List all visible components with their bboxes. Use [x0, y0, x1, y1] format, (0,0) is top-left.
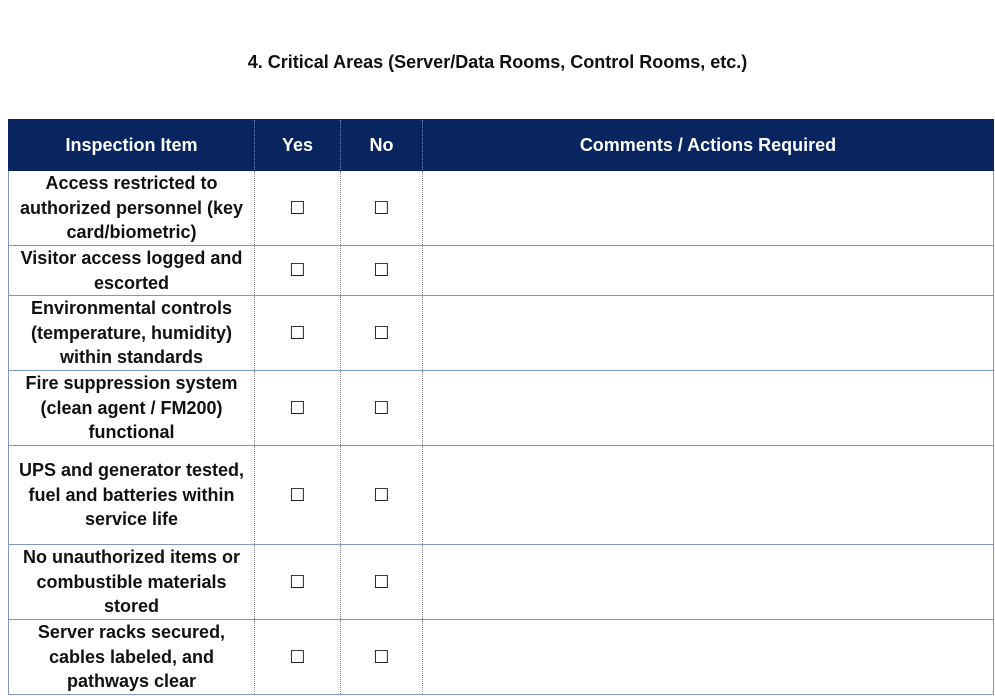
no-checkbox[interactable]: ☐: [373, 197, 390, 219]
comments-cell[interactable]: [423, 620, 994, 695]
comments-cell[interactable]: [423, 246, 994, 296]
table-header-row: [9, 120, 994, 171]
yes-checkbox[interactable]: ☐: [289, 571, 306, 593]
no-cell: [341, 371, 423, 446]
yes-checkbox[interactable]: ☐: [289, 646, 306, 668]
no-checkbox[interactable]: ☐: [373, 322, 390, 344]
table-row: [9, 171, 994, 246]
table-row: [9, 296, 994, 371]
comments-cell[interactable]: [423, 446, 994, 545]
yes-cell: [255, 446, 341, 545]
comments-cell[interactable]: [423, 371, 994, 446]
comments-cell[interactable]: [423, 171, 994, 246]
yes-cell: [255, 371, 341, 446]
yes-checkbox[interactable]: ☐: [289, 484, 306, 506]
inspection-item-label: Visitor access logged and escorted: [9, 246, 255, 296]
table-row: [9, 246, 994, 296]
no-cell: [341, 296, 423, 371]
header-comments: Comments / Actions Required: [423, 120, 994, 171]
no-cell: [341, 246, 423, 296]
inspection-item-label: Fire suppression system (clean agent / FM200) functional: [9, 371, 255, 446]
inspection-item-label: Environmental controls (temperature, humidity) within standards: [9, 296, 255, 371]
table-row: [9, 446, 994, 545]
no-cell: [341, 620, 423, 695]
no-checkbox[interactable]: ☐: [373, 397, 390, 419]
no-cell: [341, 171, 423, 246]
no-checkbox[interactable]: ☐: [373, 646, 390, 668]
section-title: 4. Critical Areas (Server/Data Rooms, Control Rooms, etc.): [247, 52, 748, 72]
table-row: [9, 545, 994, 620]
yes-cell: [255, 246, 341, 296]
no-cell: [341, 446, 423, 545]
yes-cell: [255, 171, 341, 246]
yes-cell: [255, 620, 341, 695]
inspection-item-label: UPS and generator tested, fuel and batteries within service life: [9, 446, 255, 545]
table-row: [9, 620, 994, 695]
header-inspection-item: Inspection Item: [9, 120, 255, 171]
no-cell: [341, 545, 423, 620]
header-yes: Yes: [255, 120, 341, 171]
inspection-table-container: [8, 119, 993, 695]
inspection-item-label: Server racks secured, cables labeled, and pathways clear: [9, 620, 255, 695]
yes-cell: [255, 545, 341, 620]
no-checkbox[interactable]: ☐: [373, 484, 390, 506]
comments-cell[interactable]: [423, 296, 994, 371]
inspection-item-label: Access restricted to authorized personnel (key card/biometric): [9, 171, 255, 246]
yes-checkbox[interactable]: ☐: [289, 197, 306, 219]
inspection-table: [8, 119, 994, 695]
inspection-item-label: No unauthorized items or combustible materials stored: [9, 545, 255, 620]
comments-cell[interactable]: [423, 545, 994, 620]
yes-checkbox[interactable]: ☐: [289, 322, 306, 344]
yes-checkbox[interactable]: ☐: [289, 397, 306, 419]
no-checkbox[interactable]: ☐: [373, 571, 390, 593]
no-checkbox[interactable]: ☐: [373, 260, 390, 281]
yes-cell: [255, 296, 341, 371]
header-no: No: [341, 120, 423, 171]
table-row: [9, 371, 994, 446]
yes-checkbox[interactable]: ☐: [289, 260, 306, 281]
